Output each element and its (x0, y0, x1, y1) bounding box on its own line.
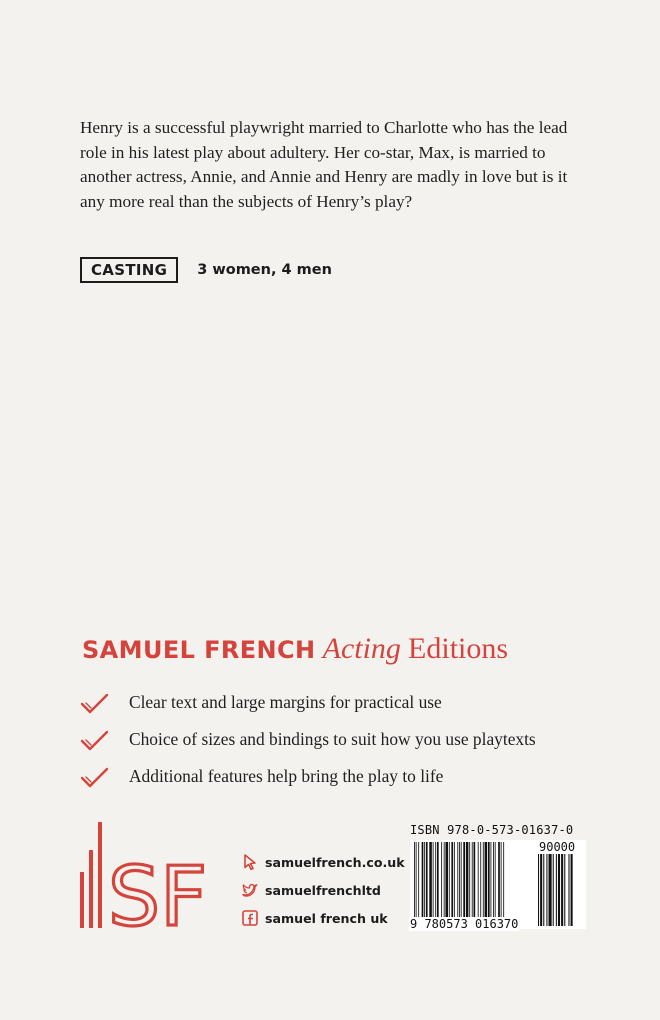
barcode-bar (488, 842, 490, 926)
feature-list (80, 684, 536, 795)
barcode-bar (553, 854, 554, 926)
barcode-bar (485, 842, 488, 926)
barcode-bar (540, 854, 542, 926)
barcode-bar (463, 842, 465, 926)
barcode-bar (433, 842, 434, 926)
barcode-bar (561, 854, 563, 926)
barcode-bar (461, 842, 462, 926)
barcode-bar (474, 842, 476, 926)
barcode-bar (449, 842, 450, 926)
cursor-icon (242, 854, 258, 870)
barcode-bar (558, 854, 560, 926)
barcode-bar (501, 842, 502, 926)
barcode-bar (444, 842, 445, 926)
barcode-bar (437, 842, 439, 926)
blurb-text: Henry is a successful playwright married to Charlotte who has the lead role in his latest play about adultery. Her co-star, Max, is married to another actress, Annie, and Annie and Henry are madly in love but is it any more real than the subjects of Henry’s play? (80, 118, 568, 211)
website-link[interactable] (242, 848, 405, 876)
series-acting-word: Acting (322, 632, 401, 665)
casting-label: CASTING (80, 257, 178, 283)
casting-value: 3 women, 4 men (197, 262, 332, 278)
feature-text: Additional features help bring the play to life (129, 766, 444, 786)
facebook-icon (242, 910, 258, 926)
barcode-bar (543, 854, 544, 926)
barcode-bar (414, 842, 415, 926)
barcode-bar (556, 854, 557, 926)
barcode-bar (483, 842, 484, 926)
checkmark-icon (80, 766, 110, 788)
checkmark-icon (80, 692, 110, 714)
series-title (82, 632, 508, 666)
feature-item (80, 684, 536, 721)
feature-text: Clear text and large margins for practical use (129, 692, 442, 712)
barcode-bar (564, 854, 565, 926)
barcode-bar (498, 842, 500, 926)
logo-letters: SF (108, 850, 208, 928)
barcode-bar (549, 854, 552, 926)
feature-text: Choice of sizes and bindings to suit how you use playtexts (129, 729, 536, 749)
barcode-bar (491, 842, 492, 926)
facebook-text: samuel french uk (265, 910, 388, 926)
feature-item (80, 721, 536, 758)
barcode (410, 840, 586, 929)
isbn-barcode-block (410, 823, 586, 929)
isbn-label: ISBN 978-0-573-01637-0 (410, 823, 574, 837)
barcode-bar (480, 842, 481, 926)
samuel-french-logo (80, 822, 226, 928)
barcode-bar (418, 842, 419, 926)
twitter-link[interactable] (242, 876, 405, 904)
barcode-bar (441, 842, 442, 926)
barcode-bar (538, 854, 539, 926)
barcode-bar (503, 842, 504, 926)
barcode-bar (493, 842, 494, 926)
barcode-bar (478, 842, 479, 926)
barcode-bar (568, 854, 569, 926)
feature-item (80, 758, 536, 795)
ean-number: 9 780573 016370 (410, 917, 519, 931)
barcode-bar (571, 854, 573, 926)
barcode-bar (495, 842, 496, 926)
barcode-bar (435, 842, 436, 926)
barcode-bar (472, 842, 473, 926)
twitter-text: samuelfrenchltd (265, 882, 381, 898)
casting-row (80, 257, 332, 283)
barcode-bar (424, 842, 425, 926)
series-editions-word: Editions (408, 632, 509, 665)
barcode-bar (429, 842, 432, 926)
barcode-bar (422, 842, 424, 926)
ean-barcode-bars (414, 842, 534, 926)
checkmark-icon (80, 729, 110, 751)
facebook-link[interactable] (242, 904, 405, 932)
barcode-bar (426, 842, 428, 926)
barcode-bar (445, 842, 448, 926)
contact-list (242, 848, 405, 932)
barcode-bar (457, 842, 458, 926)
website-text: samuelfrench.co.uk (265, 854, 405, 870)
addon-barcode-bars (538, 854, 582, 926)
series-publisher-name: SAMUEL FRENCH (82, 636, 316, 664)
barcode-bar (466, 842, 469, 926)
twitter-icon (242, 882, 258, 898)
price-code: 90000 (539, 840, 576, 854)
barcode-bar (546, 854, 547, 926)
barcode-bar (451, 842, 453, 926)
barcode-bar (454, 842, 455, 926)
barcode-bar (469, 842, 470, 926)
barcode-bar (416, 842, 417, 926)
barcode-bar (459, 842, 460, 926)
